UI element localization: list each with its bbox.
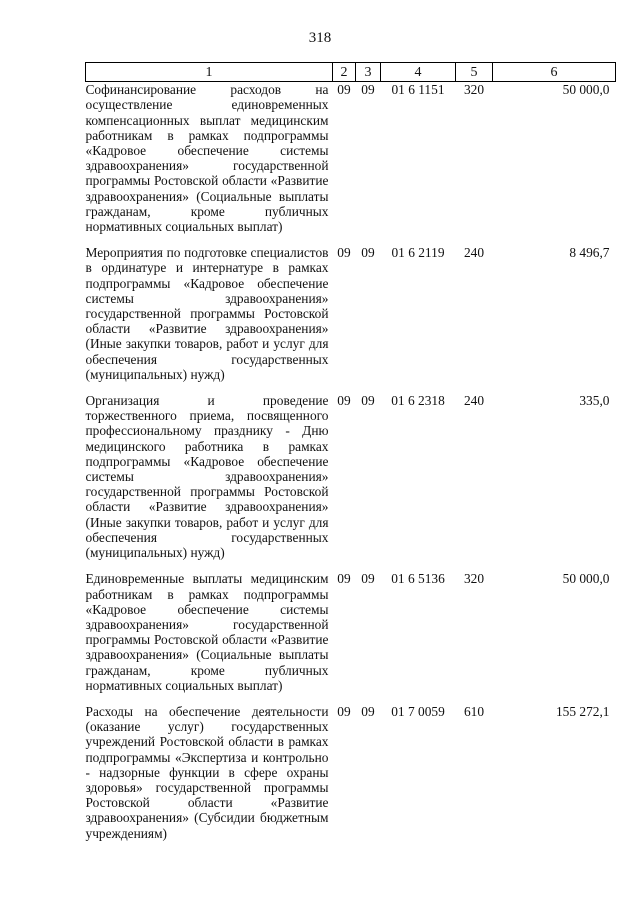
row-amount: 50 000,0 [562,571,610,587]
row-section-code: 09 [337,245,351,261]
row-expense-type: 240 [463,245,485,261]
column-header-5: 5 [456,63,493,82]
row-target-article: 01 6 5136 [391,571,445,587]
table-row [86,393,616,571]
row-description: Единовременные выплаты медицинским работникам в рамках подпрограммы «Кадровое обеспечение системы здравоохранения» государственной программы Ростовской области «Развитие здравоохранения» (Социальные выплаты гражданам, кроме публичных нормативных социальных выплат) [85,571,329,693]
column-header-1: 1 [86,63,333,82]
row-target-article: 01 7 0059 [391,703,445,719]
row-subsection-code: 09 [361,245,375,261]
row-expense-type: 610 [463,703,485,719]
row-description: Софинансирование расходов на осуществление единовременных компенсационных выплат медицинским работникам в рамках подпрограммы «Кадровое обеспечение системы здравоохранения» государственной программы Ростовской области «Развитие здравоохранения» (Социальные выплаты гражданам, кроме публичных нормативных социальных выплат) [85,82,329,235]
column-header-2: 2 [333,63,356,82]
row-target-article: 01 6 2119 [391,245,445,261]
row-section-code: 09 [337,82,351,98]
row-subsection-code: 09 [361,571,375,587]
row-expense-type: 240 [463,393,485,409]
row-expense-type: 320 [463,82,485,98]
row-section-code: 09 [337,571,351,587]
row-amount: 50 000,0 [562,82,610,98]
row-amount: 155 272,1 [555,703,610,719]
row-amount: 335,0 [579,393,610,409]
table-row [86,82,616,246]
row-subsection-code: 09 [361,393,375,409]
column-header-4: 4 [381,63,456,82]
row-subsection-code: 09 [361,703,375,719]
table-row [86,571,616,704]
row-amount: 8 496,7 [569,245,610,261]
row-expense-type: 320 [463,571,485,587]
row-description: Организация и проведение торжественного приема, посвященного профессиональному празднику - Дню медицинского работника в рамках подпрограммы «Кадровое обеспечение системы здравоохранения» государственной программы Ростовской области «Развитие здравоохранения» (Иные закупки товаров, работ и услуг для обеспечения государственных (муниципальных) нужд) [85,393,329,561]
page-number: 318 [308,30,332,46]
column-header-3: 3 [356,63,381,82]
column-header-6: 6 [493,63,616,82]
row-section-code: 09 [337,393,351,409]
table-row [86,245,616,393]
row-target-article: 01 6 1151 [391,82,445,98]
row-section-code: 09 [337,703,351,719]
table-header-row [86,63,616,82]
row-subsection-code: 09 [361,82,375,98]
table-row [86,704,616,852]
row-description: Расходы на обеспечение деятельности (оказание услуг) государственных учреждений Ростовской области в рамках подпрограммы «Экспертиза и контрольно - надзорные функции в сфере охраны здоровья» государственной программы Ростовской области «Развитие здравоохранения» (Субсидии бюджетным учреждениям) [85,703,329,841]
row-target-article: 01 6 2318 [391,393,445,409]
budget-table [85,62,616,852]
row-description: Мероприятия по подготовке специалистов в ординатуре и интернатуре в рамках подпрограммы «Кадровое обеспечение системы здравоохранения» государственной программы Ростовской области «Развитие здравоохранения» (Иные закупки товаров, работ и услуг для обеспечения государственных (муниципальных) нужд) [85,245,329,382]
